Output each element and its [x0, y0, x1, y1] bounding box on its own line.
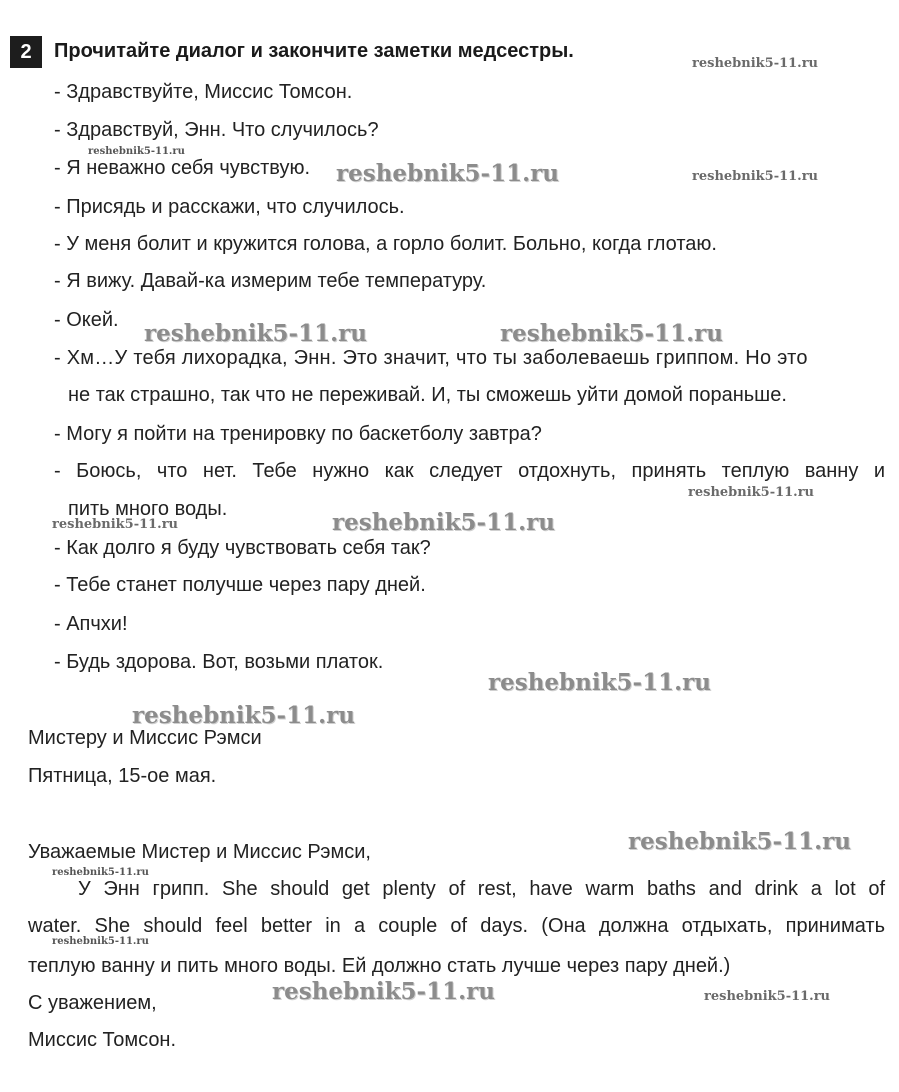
note-signature: Миссис Томсон.: [28, 1029, 177, 1051]
note-addressee: Мистеру и Миссис Рэмси: [28, 727, 262, 749]
dialogue-line: - Я вижу. Давай-ка измерим тебе температуру.: [54, 270, 487, 292]
dialogue-line: - Окей.: [54, 309, 119, 331]
watermark: reshebnik5-11.ru: [500, 320, 723, 347]
watermark: reshebnik5-11.ru: [52, 517, 179, 532]
watermark: reshebnik5-11.ru: [332, 509, 555, 536]
watermark: reshebnik5-11.ru: [692, 56, 819, 71]
dialogue-line: - Тебе станет получше через пару дней.: [54, 574, 426, 596]
watermark: reshebnik5-11.ru: [692, 169, 819, 184]
dialogue-line: - Я неважно себя чувствую.: [54, 157, 311, 179]
dialogue-line: - Будь здорова. Вот, возьми платок.: [54, 651, 384, 673]
dialogue-line: - Здравствуйте, Миссис Томсон.: [54, 81, 353, 103]
dialogue-line: - Могу я пойти на тренировку по баскетболу завтра?: [54, 423, 542, 445]
watermark: reshebnik5-11.ru: [52, 936, 149, 947]
dialogue-line: - Здравствуй, Энн. Что случилось?: [54, 119, 379, 141]
watermark: reshebnik5-11.ru: [88, 146, 185, 157]
dialogue-line: - Присядь и расскажи, что случилось.: [54, 196, 405, 218]
note-body-line: теплую ванну и пить много воды. Ей должно стать лучше через пару дней.): [28, 955, 731, 977]
watermark: reshebnik5-11.ru: [704, 989, 831, 1004]
note-date: Пятница, 15-ое мая.: [28, 765, 217, 787]
dialogue-line: пить много воды.: [68, 498, 228, 520]
dialogue-line: - Боюсь, что нет. Тебе нужно как следует отдохнуть, принять теплую ванну и: [54, 460, 885, 482]
watermark: reshebnik5-11.ru: [132, 702, 355, 729]
note-greeting: Уважаемые Мистер и Миссис Рэмси,: [28, 841, 371, 863]
dialogue-line: - Как долго я буду чувствовать себя так?: [54, 537, 431, 559]
task-number-badge: 2: [10, 36, 42, 68]
watermark: reshebnik5-11.ru: [688, 485, 815, 500]
dialogue-line: - Апчхи!: [54, 613, 128, 635]
watermark: reshebnik5-11.ru: [628, 828, 851, 855]
note-body-line: У Энн грипп. She should get plenty of rest, have warm baths and drink a lot of: [78, 878, 885, 900]
watermark: reshebnik5-11.ru: [144, 320, 367, 347]
watermark: reshebnik5-11.ru: [488, 669, 711, 696]
dialogue-line: - У меня болит и кружится голова, а горло болит. Больно, когда глотаю.: [54, 233, 717, 255]
dialogue-line: - Хм…У тебя лихорадка, Энн. Это значит, что ты заболеваешь гриппом. Но это: [54, 347, 808, 369]
task-title: Прочитайте диалог и закончите заметки медсестры.: [54, 40, 574, 62]
watermark: reshebnik5-11.ru: [272, 978, 495, 1005]
note-closing: С уважением,: [28, 992, 157, 1014]
note-body-line: water. She should feel better in a couple of days. (Она должна отдыхать, принимать: [28, 915, 885, 937]
watermark: reshebnik5-11.ru: [52, 867, 149, 878]
watermark: reshebnik5-11.ru: [336, 160, 559, 187]
dialogue-line: не так страшно, так что не переживай. И, ты сможешь уйти домой пораньше.: [68, 384, 787, 406]
